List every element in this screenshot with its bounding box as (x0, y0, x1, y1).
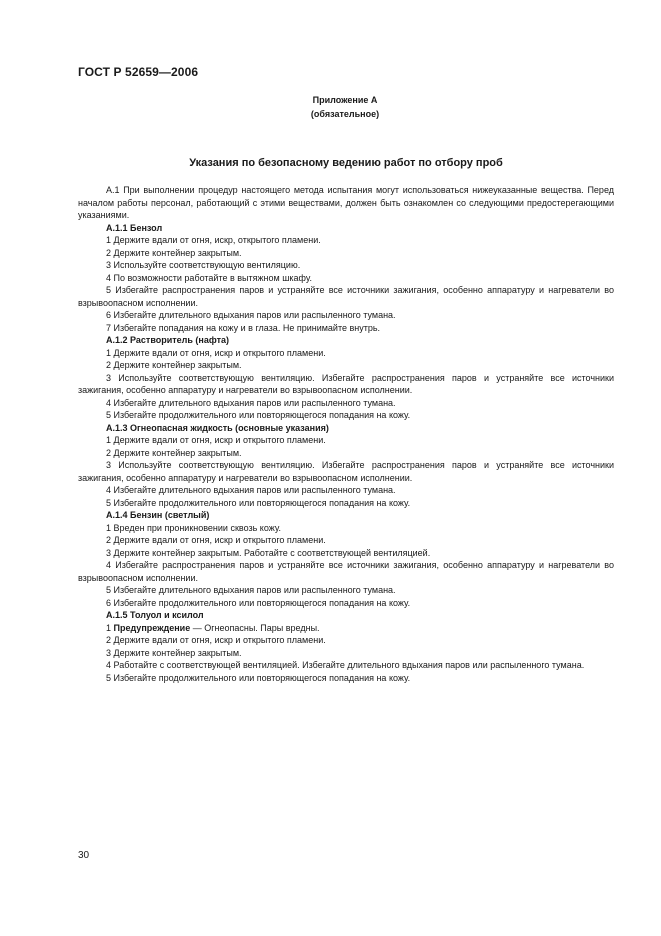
list-item: 6 Избегайте продолжительного или повторяющегося попадания на кожу. (106, 597, 411, 608)
subsection-heading: А.1.1 Бензол (106, 222, 163, 233)
list-item: 3 Используйте соответствующую вентиляцию. Избегайте распространения паров и устраняйте все источники зажигания, особенно аппаратуру и нагреватели во взрывоопасном исполнении. (78, 372, 614, 395)
list-item: 4 Избегайте длительного вдыхания паров или распыленного тумана. (106, 485, 396, 495)
list-item: 4 Избегайте распространения паров и устраняйте все источники зажигания, особенно аппаратуру и нагреватели во взрывоопасном исполнении. (78, 560, 614, 583)
list-item: 5 Избегайте продолжительного или повторяющегося попадания на кожу. (106, 672, 411, 683)
list-item: 5 Избегайте длительного вдыхания паров или распыленного тумана. (106, 585, 396, 595)
list-item: 2 Держите вдали от огня, искр и открытого пламени. (106, 635, 326, 645)
list-item: 3 Держите контейнер закрытым. Работайте с соответствующей вентиляцией. (106, 547, 431, 558)
list-item: 3 Используйте соответствующую вентиляцию. Избегайте распространения паров и устраняйте все источники зажигания, особенно аппаратуру и нагреватели во взрывоопасном исполнении. (78, 460, 614, 483)
list-item: 5 Избегайте продолжительного или повторяющегося попадания на кожу. (106, 410, 411, 420)
list-item: 2 Держите вдали от огня, искр и открытого пламени. (106, 535, 326, 545)
annex-title: Приложение А (312, 95, 378, 105)
subsection-heading: А.1.5 Толуол и ксилол (106, 610, 204, 620)
subsection-heading: А.1.3 Огнеопасная жидкость (основные указания) (106, 422, 329, 433)
list-item: 5 Избегайте продолжительного или повторяющегося попадания на кожу. (106, 497, 411, 508)
list-item: 4 Избегайте длительного вдыхания паров или распыленного тумана. (106, 397, 396, 408)
list-item: 7 Избегайте попадания на кожу и в глаза. Не принимайте внутрь. (106, 322, 381, 333)
subsection-heading: А.1.4 Бензин (светлый) (106, 510, 210, 520)
annex-status: (обязательное) (310, 109, 380, 119)
list-item: 3 Держите контейнер закрытым. (106, 647, 242, 658)
list-item: 1 Вреден при проникновении сквозь кожу. (106, 522, 281, 533)
warning-label: Предупреждение (113, 622, 191, 633)
list-item: 1 Держите вдали от огня, искр, открытого пламени. (106, 235, 321, 245)
document-body (78, 184, 614, 684)
warning-number: 1 (106, 622, 114, 633)
section-heading: Указания по безопасному ведению работ по отбору проб (189, 157, 503, 169)
list-item: 4 Работайте с соответствующей вентиляцией. Избегайте длительного вдыхания паров или распыленного тумана. (106, 660, 585, 670)
page-number: 30 (78, 850, 90, 861)
list-item: 5 Избегайте распространения паров и устраняйте все источники зажигания, особенно аппаратуру и нагреватели во взрывоопасном исполнении. (78, 285, 614, 308)
list-item: 1 Держите вдали от огня, искр и открытого пламени. (106, 435, 326, 445)
intro-paragraph: А.1 При выполнении процедур настоящего метода испытания могут использоваться нижеуказанные вещества. Перед началом работы персонал, работающий с этими веществами, должен быть ознакомлен со следующими предостерегающими указаниями. (78, 185, 614, 220)
warning-item (78, 622, 614, 635)
list-item: 2 Держите контейнер закрытым. (106, 360, 242, 370)
list-item: 4 По возможности работайте в вытяжном шкафу. (106, 272, 312, 283)
list-item: 6 Избегайте длительного вдыхания паров или распыленного тумана. (106, 310, 396, 320)
subsection-heading: А.1.2 Растворитель (нафта) (106, 335, 230, 345)
list-item: 1 Держите вдали от огня, искр и открытого пламени. (106, 347, 326, 358)
warning-text: — Огнеопасны. Пары вредны. (190, 622, 320, 633)
list-item: 3 Используйте соответствующую вентиляцию. (106, 260, 301, 270)
list-item: 2 Держите контейнер закрытым. (106, 247, 242, 258)
list-item: 2 Держите контейнер закрытым. (106, 447, 242, 458)
document-code: ГОСТ Р 52659—2006 (78, 65, 199, 79)
